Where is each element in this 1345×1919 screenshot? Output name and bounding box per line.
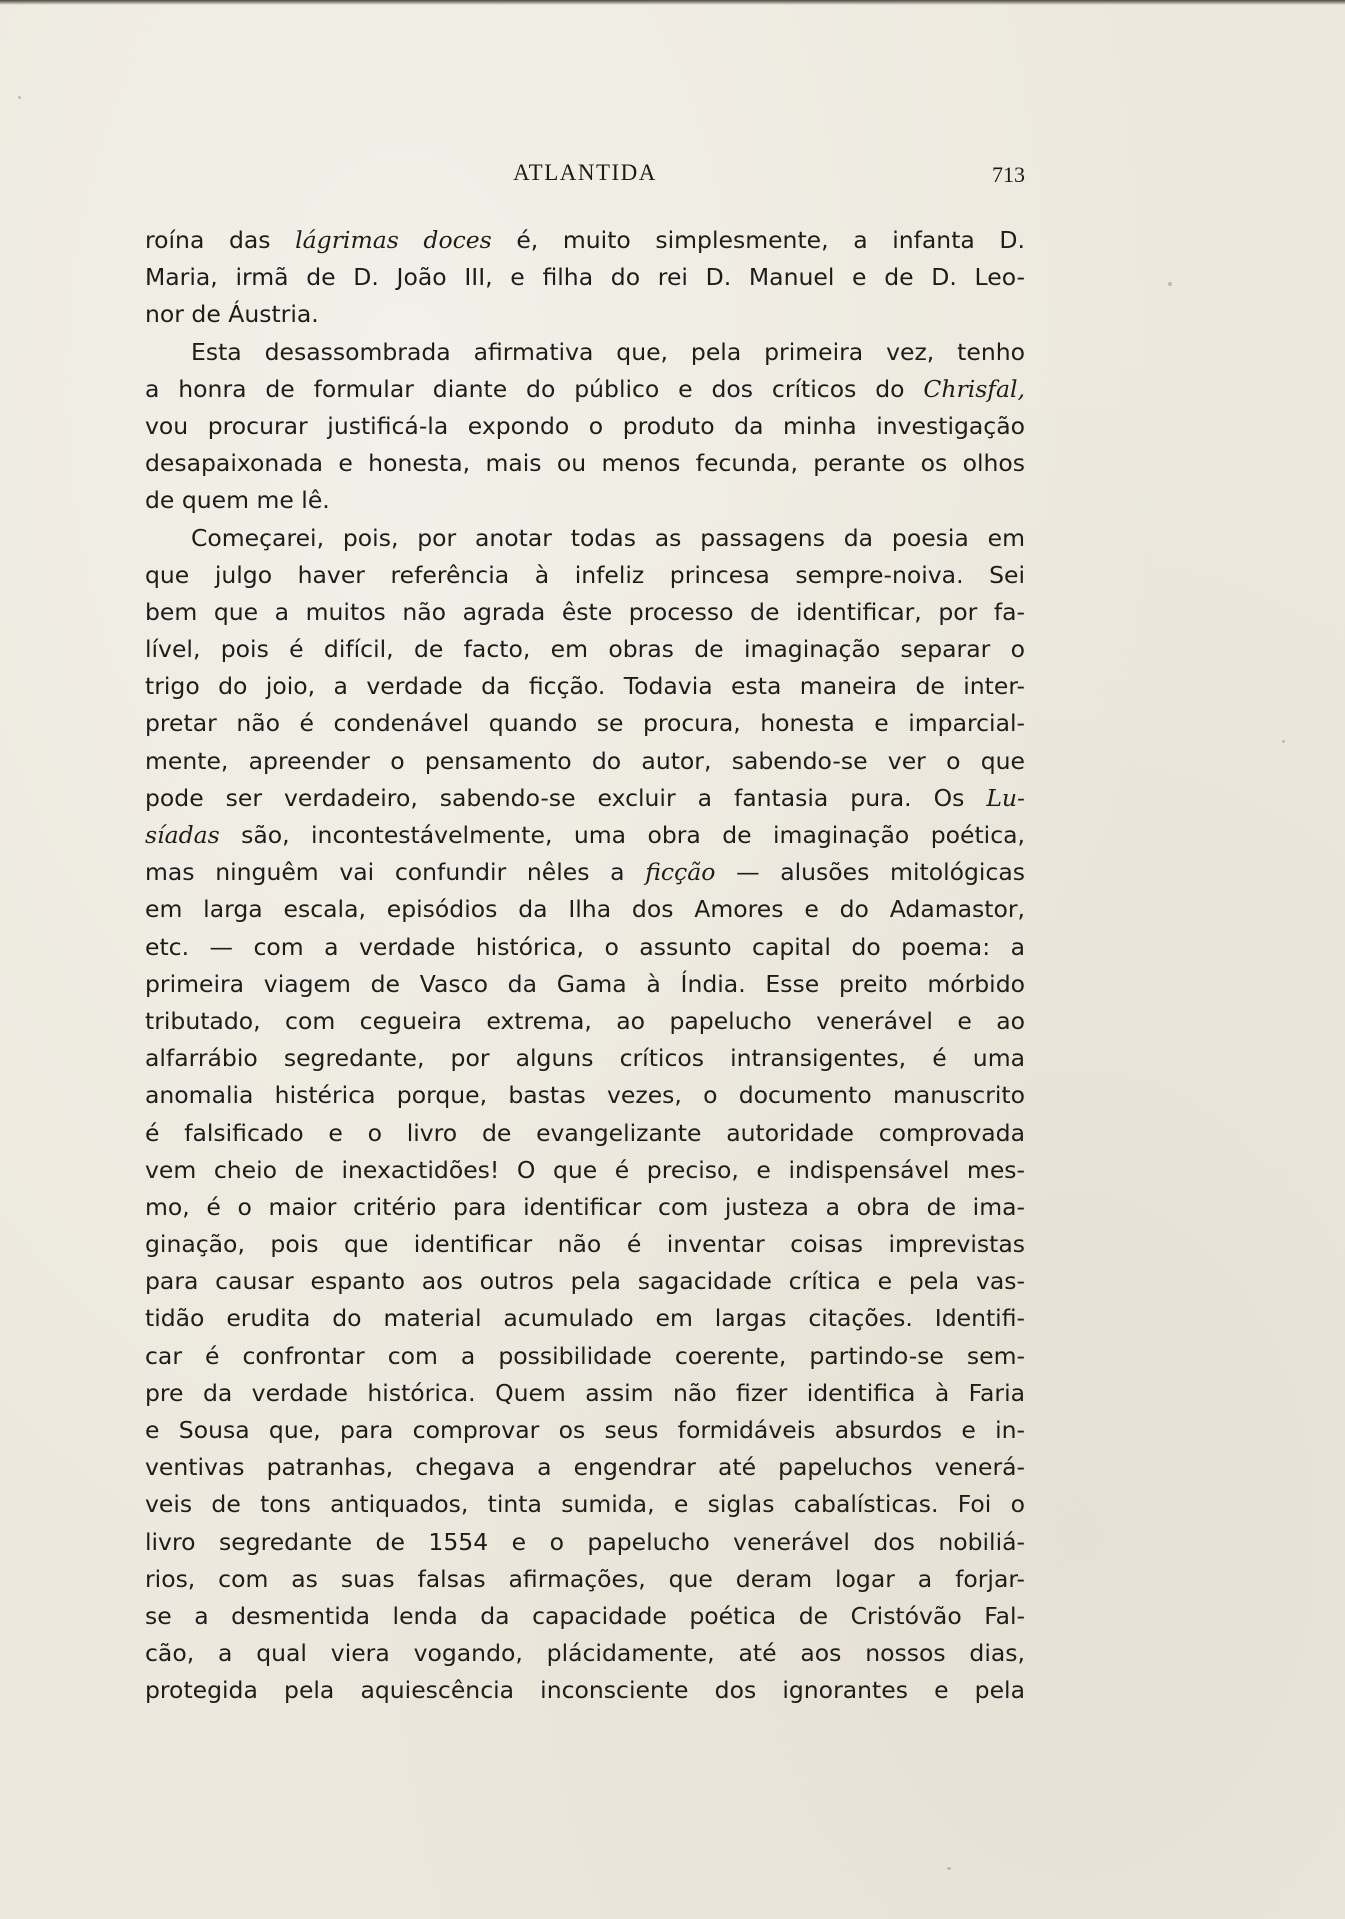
text-run: Começarei, pois, por anotar todas as passagens da poesia em (191, 523, 1025, 552)
text-run: trigo do joio, a verdade da ficção. Todavia esta maneira de inter- (145, 672, 1025, 701)
italic-run: Chrisfal, (923, 374, 1025, 403)
text-run: lível, pois é difícil, de facto, em obras de imaginação separar o (145, 635, 1025, 664)
text-line (145, 966, 1025, 1003)
text-run: tributado, com cegueira extrema, ao papelucho venerável e ao (145, 1006, 1025, 1035)
text-line (145, 1338, 1025, 1375)
italic-run: síadas (145, 821, 220, 849)
text-run: livro segredante de 1554 e o papelucho venerável dos nobiliá- (145, 1527, 1025, 1556)
text-run: a honra de formular diante do público e dos críticos do (145, 374, 924, 403)
text-run: veis de tons antiquados, tinta sumida, e siglas cabalísticas. Foi o (145, 1490, 1025, 1519)
text-run: etc. — com a verdade histórica, o assunto capital do poema: a (145, 932, 1025, 961)
text-line (145, 854, 1025, 891)
italic-run: ficção (645, 858, 716, 887)
text-run: são, incontestávelmente, uma obra de imaginação poética, (219, 821, 1025, 849)
text-line (145, 780, 1025, 817)
text-run: Maria, irmã de D. João III, e filha do rei D. Manuel e de D. Leo- (145, 263, 1025, 292)
text-run: primeira viagem de Vasco da Gama à Índia. Esse preito mórbido (145, 969, 1025, 998)
text-run: tidão erudita do material acumulado em largas citações. Identifi- (145, 1304, 1025, 1333)
text-line (145, 1040, 1025, 1077)
text-run: cão, a qual viera vogando, plácidamente, até aos nossos dias, (145, 1639, 1025, 1668)
text-line (145, 259, 1025, 296)
text-line (145, 371, 1025, 408)
text-line (145, 1598, 1025, 1635)
text-run: pretar não é condenável quando se procura, honesta e imparcial- (145, 709, 1025, 738)
text-run: Esta desassombrada afirmativa que, pela primeira vez, tenho (191, 337, 1025, 366)
text-line (145, 1152, 1025, 1189)
text-run: que julgo haver referência à infeliz princesa sempre-noiva. Sei (145, 560, 1025, 589)
text-line (145, 1077, 1025, 1114)
text-line (145, 1561, 1025, 1598)
text-run: bem que a muitos não agrada êste processo de identificar, por fa- (145, 597, 1025, 626)
text-run: em larga escala, episódios da Ilha dos Amores e do Adamastor, (145, 895, 1025, 924)
text-run: car é confrontar com a possibilidade coerente, partindo-se sem- (145, 1341, 1025, 1370)
text-run: é falsificado e o livro de evangelizante autoridade comprovada (145, 1118, 1025, 1147)
text-run: — alusões mitológicas (715, 858, 1025, 887)
text-run: protegida pela aquiescência inconsciente dos ignorantes e pela (145, 1676, 1025, 1705)
scan-speck (1282, 740, 1285, 743)
text-run: vem cheio de inexactidões! O que é preciso, e indispensável mes- (145, 1155, 1025, 1184)
text-line (145, 705, 1025, 742)
text-line (145, 334, 1025, 371)
page-number: 713 (992, 162, 1025, 187)
text-run: nor de Áustria. (145, 300, 319, 329)
text-line (145, 1412, 1025, 1449)
text-run: pre da verdade histórica. Quem assim não fizer identifica à Faria (145, 1378, 1025, 1407)
text-line (145, 929, 1025, 966)
text-line (145, 1486, 1025, 1523)
page-header (145, 160, 1025, 196)
running-title: ATLANTIDA (513, 160, 657, 185)
text-line (145, 1449, 1025, 1486)
text-line (145, 1226, 1025, 1263)
text-line (145, 1003, 1025, 1040)
text-run: ginação, pois que identificar não é inventar coisas imprevistas (145, 1230, 1025, 1259)
text-run: mente, apreender o pensamento do autor, sabendo-se ver o que (145, 746, 1025, 775)
text-line (145, 1524, 1025, 1561)
text-run: e Sousa que, para comprovar os seus formidáveis absurdos e in- (145, 1416, 1025, 1444)
text-run: vou procurar justificá-la expondo o produto da minha investigação (145, 411, 1025, 440)
text-run: roína das (145, 226, 296, 254)
text-line (145, 1189, 1025, 1226)
italic-run: Lu- (986, 783, 1025, 812)
text-run: ventivas patranhas, chegava a engendrar até papeluchos venerá- (145, 1453, 1025, 1482)
text-run: rios, com as suas falsas afirmações, que deram logar a forjar- (145, 1564, 1025, 1593)
text-run: desapaixonada e honesta, mais ou menos fecunda, perante os olhos (145, 449, 1025, 478)
text-line (145, 1672, 1025, 1709)
text-line (145, 1115, 1025, 1152)
text-line (145, 1300, 1025, 1337)
scan-top-edge (0, 0, 1345, 5)
text-line (145, 743, 1025, 780)
text-line (145, 1635, 1025, 1672)
text-line (145, 1263, 1025, 1300)
text-line (145, 520, 1025, 557)
text-line (145, 1375, 1025, 1412)
text-run: de quem me lê. (145, 486, 330, 515)
text-line (145, 891, 1025, 928)
body-text (145, 222, 1025, 1710)
text-line (145, 557, 1025, 594)
scan-speck (947, 1867, 951, 1870)
text-line (145, 631, 1025, 668)
text-run: para causar espanto aos outros pela sagacidade crítica e pela vas- (145, 1267, 1025, 1296)
text-line (145, 817, 1025, 854)
text-line (145, 296, 1025, 333)
text-run: anomalia histérica porque, bastas vezes, o documento manuscrito (145, 1081, 1025, 1110)
text-line (145, 408, 1025, 445)
text-run: mo, é o maior critério para identificar com justeza a obra de ima- (145, 1192, 1025, 1221)
scan-speck (1168, 282, 1172, 286)
text-line (145, 222, 1025, 259)
text-run: mas ninguêm vai confundir nêles a (145, 858, 646, 887)
scan-speck (18, 96, 21, 99)
text-run: alfarrábio segredante, por alguns críticos intransigentes, é uma (145, 1044, 1025, 1073)
text-run: pode ser verdadeiro, sabendo-se excluir a fantasia pura. Os (145, 783, 987, 812)
text-line (145, 482, 1025, 519)
text-line (145, 668, 1025, 705)
text-run: é, muito simplesmente, a infanta D. (491, 226, 1025, 254)
text-line (145, 445, 1025, 482)
italic-run: lágrimas doces (295, 226, 492, 254)
text-run: se a desmentida lenda da capacidade poética de Cristóvão Fal- (145, 1601, 1025, 1630)
text-line (145, 594, 1025, 631)
